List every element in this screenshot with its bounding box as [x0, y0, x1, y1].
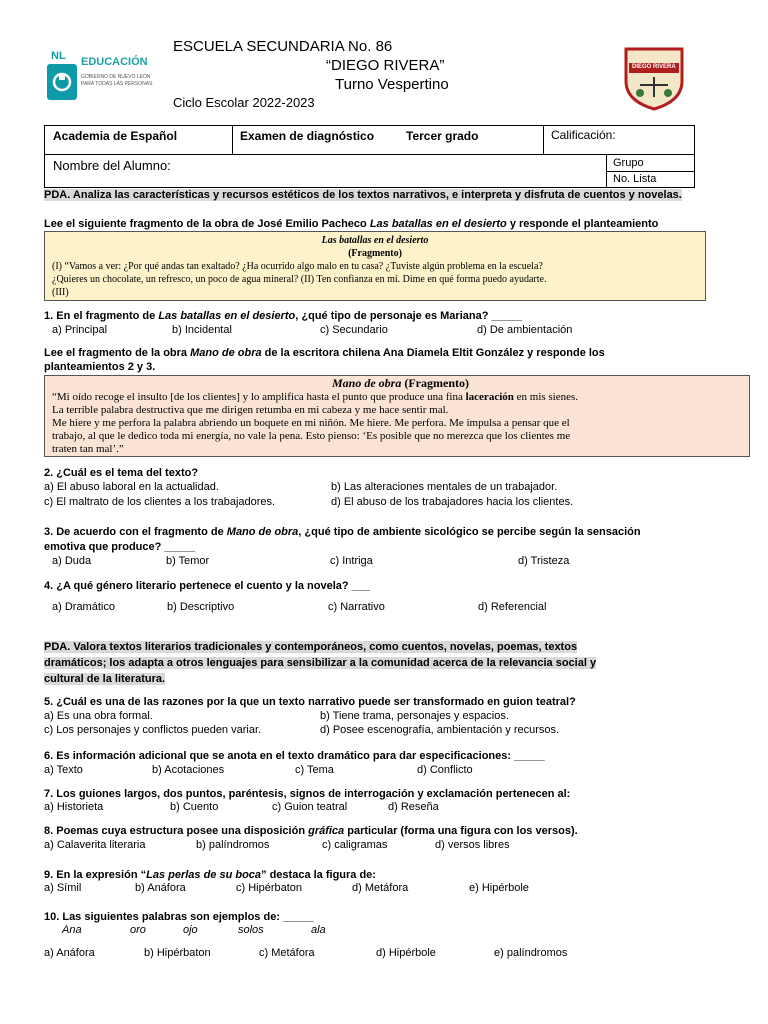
q6-option-b[interactable]: b) Acotaciones: [152, 764, 225, 776]
q10-option-a[interactable]: a) Anáfora: [44, 947, 95, 959]
fragment-2-l1: “Mi oído recoge el insulto [de los clientes] y lo amplifica hasta el punto que produce una fina laceración en mis sienes.: [52, 391, 579, 403]
q5-option-a[interactable]: a) Es una obra formal.: [44, 710, 153, 722]
sep-logo: [47, 50, 159, 100]
educacion-text: EDUCACIÓN: [81, 56, 148, 68]
q10-option-b[interactable]: b) Hipérbaton: [144, 947, 211, 959]
question-8: 8. Poemas cuya estructura posee una disposición gráfica particular (forma una figura con los versos).: [44, 825, 578, 837]
fragment-1-l3: (III): [52, 287, 69, 298]
question-4: 4. ¿A qué género literario pertenece el cuento y la novela? ___: [44, 580, 371, 592]
q1-option-a[interactable]: a) Principal: [52, 324, 108, 336]
q3-option-a[interactable]: a) Duda: [52, 555, 92, 567]
question-3: 3. De acuerdo con el fragmento de Mano de obra, ¿qué tipo de ambiente sicológico se percibe según la sensación: [44, 526, 641, 538]
academia-label: Academia de Español: [53, 129, 178, 143]
q4-option-d[interactable]: d) Referencial: [478, 601, 547, 613]
question-3-l2: emotiva que produce? _____: [44, 541, 195, 553]
school-shift: Turno Vespertino: [335, 76, 449, 93]
instruction-2-l2: planteamientos 2 y 3.: [44, 361, 156, 373]
question-10: 10. Las siguientes palabras son ejemplos de: _____: [44, 911, 314, 923]
q1-option-b[interactable]: b) Incidental: [172, 324, 232, 336]
q10-word-4: solos: [238, 924, 264, 936]
q10-word-5: ala: [311, 924, 326, 936]
school-crest: [620, 45, 688, 111]
fragment-2-l3: Me hiere y me perfora la palabra abriendo un boquete en mi niñón. Me hiere. Me perfora. Me impulsa a pensar que el: [52, 417, 570, 429]
school-cycle: Ciclo Escolar 2022-2023: [173, 95, 315, 110]
q5-option-b[interactable]: b) Tiene trama, personajes y espacios.: [320, 710, 509, 722]
q10-option-c[interactable]: c) Metáfora: [259, 947, 315, 959]
school-title: “DIEGO RIVERA”: [326, 57, 445, 74]
grupo-label: Grupo: [613, 157, 644, 169]
question-7: 7. Los guiones largos, dos puntos, paréntesis, signos de interrogación y exclamación pertenecen al:: [44, 788, 571, 800]
q8-option-d[interactable]: d) versos libres: [435, 839, 510, 851]
calificacion-label: Calificación:: [551, 128, 616, 142]
q7-option-d[interactable]: d) Reseña: [388, 801, 439, 813]
q9-option-d[interactable]: d) Metáfora: [352, 882, 409, 894]
q9-option-a[interactable]: a) Símil: [44, 882, 82, 894]
q10-word-3: ojo: [183, 924, 198, 936]
fragment-1-l2: ¿Quieres un chocolate, un refresco, un poco de agua mineral? (II) Ten confianza en mí. Dime en qué forma puedo ayudarte.: [52, 274, 547, 285]
q9-option-c[interactable]: c) Hipérbaton: [236, 882, 303, 894]
fragment-1-sub: (Fragmento): [348, 248, 402, 259]
q10-word-1: Ana: [62, 924, 82, 936]
instruction-2: Lee el fragmento de la obra Mano de obra de la escritora chilena Ana Diamela Eltit González y responde los: [44, 347, 605, 359]
q4-option-b[interactable]: b) Descriptivo: [167, 601, 235, 613]
question-2: 2. ¿Cuál es el tema del texto?: [44, 467, 199, 479]
q6-option-d[interactable]: d) Conflicto: [417, 764, 473, 776]
question-5: 5. ¿Cuál es una de las razones por la que un texto narrativo puede ser transformado en guion teatral?: [44, 696, 576, 708]
question-1: 1. En el fragmento de Las batallas en el desierto, ¿qué tipo de personaje es Mariana? _____: [44, 310, 523, 322]
q5-option-c[interactable]: c) Los personajes y conflictos pueden variar.: [44, 724, 262, 736]
exam-label: Examen de diagnóstico: [240, 129, 375, 143]
q7-option-b[interactable]: b) Cuento: [170, 801, 219, 813]
crest-text: DIEGO RIVERA: [632, 64, 676, 70]
nl-text: NL: [51, 50, 66, 62]
question-6: 6. Es información adicional que se anota en el texto dramático para dar especificaciones: _____: [44, 750, 545, 762]
alumno-label: Nombre del Alumno:: [53, 158, 171, 173]
lista-label: No. Lista: [613, 173, 657, 185]
q2-option-d[interactable]: d) El abuso de los trabajadores hacia los clientes.: [331, 496, 574, 508]
q2-option-c[interactable]: c) El maltrato de los clientes a los trabajadores.: [44, 496, 276, 508]
q2-option-b[interactable]: b) Las alteraciones mentales de un trabajador.: [331, 481, 558, 493]
q3-option-d[interactable]: d) Tristeza: [518, 555, 570, 567]
q3-option-b[interactable]: b) Temor: [166, 555, 210, 567]
fragment-2-box: [44, 375, 750, 457]
fragment-2-title: Mano de obra (Fragmento): [332, 376, 469, 390]
pda-2: PDA. Valora textos literarios tradicionales y contemporáneos, como cuentos, novelas, poemas, textos dramáticos; los adapta a otros lenguajes para sensibilizar a la comunidad acerca de la relevancia social y cultural de la literatura.: [44, 641, 597, 685]
q8-option-c[interactable]: c) caligramas: [322, 839, 388, 851]
q10-word-2: oro: [130, 924, 146, 936]
question-9: 9. En la expresión “Las perlas de su boca” destaca la figura de:: [44, 869, 376, 881]
q6-option-c[interactable]: c) Tema: [295, 764, 334, 776]
q7-option-a[interactable]: a) Historieta: [44, 801, 104, 813]
school-name: ESCUELA SECUNDARIA No. 86: [173, 38, 393, 55]
q1-option-d[interactable]: d) De ambientación: [477, 324, 573, 336]
q3-option-c[interactable]: c) Intriga: [330, 555, 373, 567]
fragment-2-l4: trabajo, al que le dedico toda mi energía, no vale la pena. Esto pienso: ‘Es posible que no merezca que los clientes me: [52, 430, 571, 442]
q8-option-a[interactable]: a) Calaverita literaria: [44, 839, 146, 851]
q4-option-a[interactable]: a) Dramático: [52, 601, 115, 613]
pda-1: PDA. Analiza las características y recursos estéticos de los textos narrativos, e interpreta y disfruta de cuentos y novelas.: [44, 189, 682, 201]
fragment-1-title: Las batallas en el desierto: [321, 235, 429, 246]
q10-option-e[interactable]: e) palíndromos: [494, 947, 568, 959]
fragment-1-l1: (I) “Vamos a ver: ¿Por qué andas tan exaltado? ¿Ha ocurrido algo malo en tu casa? ¿Tuviste algún problema en la escuela?: [52, 261, 543, 272]
q7-option-c[interactable]: c) Guion teatral: [272, 801, 348, 813]
q8-option-b[interactable]: b) palíndromos: [196, 839, 270, 851]
q4-option-c[interactable]: c) Narrativo: [328, 601, 385, 613]
logo-tag2: PARA TODAS LAS PERSONAS: [81, 81, 153, 87]
q9-option-b[interactable]: b) Anáfora: [135, 882, 186, 894]
q5-option-d[interactable]: d) Posee escenografía, ambientación y recursos.: [320, 724, 560, 736]
fragment-1-box: [44, 231, 706, 301]
q10-option-d[interactable]: d) Hipérbole: [376, 947, 436, 959]
q2-option-a[interactable]: a) El abuso laboral en la actualidad.: [44, 481, 219, 493]
instruction-1: Lee el siguiente fragmento de la obra de José Emilio Pacheco Las batallas en el desierto y responde el planteamiento: [44, 218, 659, 230]
grade-label: Tercer grado: [406, 129, 479, 143]
fragment-2-l5: traten tan mal’.”: [52, 443, 124, 455]
q1-option-c[interactable]: c) Secundario: [320, 324, 388, 336]
logo-tag1: GOBIERNO DE NUEVO LEÓN: [81, 74, 151, 80]
fragment-2-l2: La terrible palabra destructiva que me dirigen retumba en mi cabeza y me hace sentir mal.: [52, 404, 449, 416]
q6-option-a[interactable]: a) Texto: [44, 764, 83, 776]
q9-option-e[interactable]: e) Hipérbole: [469, 882, 529, 894]
